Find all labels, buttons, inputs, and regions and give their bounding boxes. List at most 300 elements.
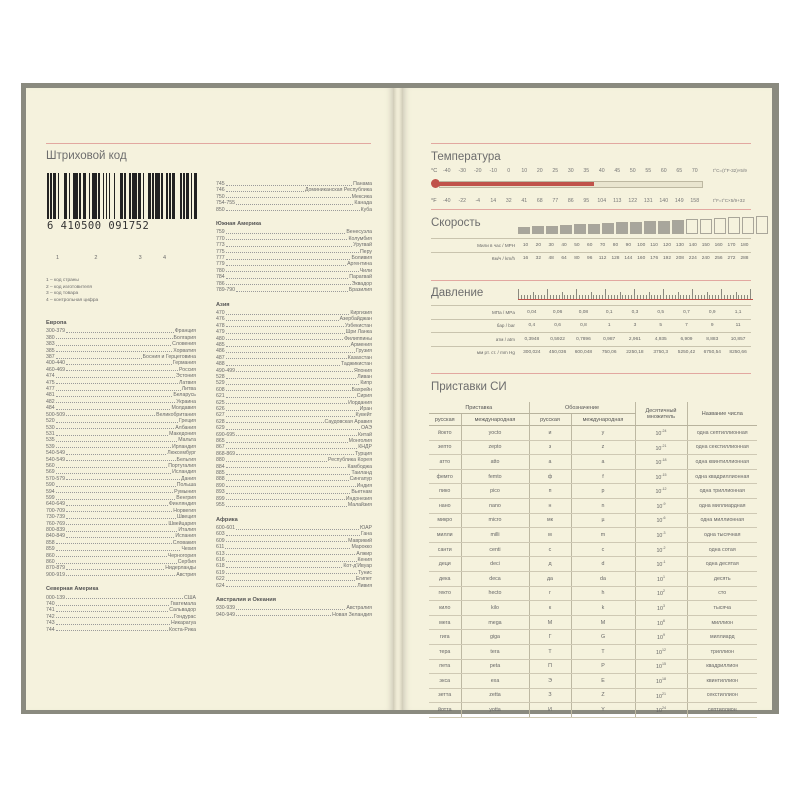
country-code: 487 xyxy=(216,354,225,361)
si-number-name: одна десятая xyxy=(687,557,757,572)
country-code: 621 xyxy=(216,393,225,400)
table-cell: 130 xyxy=(673,239,686,253)
table-cell: 150 xyxy=(699,239,712,253)
si-number-name: триллион xyxy=(687,644,757,659)
speed-bar xyxy=(714,218,726,234)
si-multiplier xyxy=(635,644,687,659)
country-code: 488 xyxy=(216,361,225,368)
country-name: Парагвай xyxy=(349,274,372,281)
table-cell: 6750,54 xyxy=(699,346,725,359)
dot-leader xyxy=(226,576,355,581)
si-prefix-intl: atto xyxy=(461,455,529,470)
fahrenheit-tick: 104 xyxy=(597,198,607,204)
si-multiplier-exponent: 12 xyxy=(661,647,666,652)
barcode-legend xyxy=(46,278,98,304)
dot-leader xyxy=(226,563,343,568)
si-number-name: одна миллиардная xyxy=(687,498,757,513)
table-row xyxy=(431,319,751,333)
si-multiplier-base: 10 xyxy=(655,459,662,466)
table-cell: 9 xyxy=(699,319,725,333)
si-prefix-intl: deci xyxy=(461,557,529,572)
si-multiplier-exponent: 3 xyxy=(662,604,665,609)
row-label: МПа / MPa xyxy=(431,306,519,320)
celsius-tick: -30 xyxy=(458,168,466,174)
formula-c: t°C=(t°F-32)×5/9 xyxy=(713,168,747,173)
gauge-tick xyxy=(547,289,548,299)
dot-leader xyxy=(226,425,360,430)
si-multiplier-exponent: 1 xyxy=(662,574,665,579)
gauge-tick xyxy=(605,289,606,299)
country-name: Новая Зеландия xyxy=(332,611,372,618)
si-symbol-ru: м xyxy=(529,528,571,543)
gauge-tick xyxy=(596,295,597,299)
dot-leader xyxy=(226,406,359,411)
dot-leader xyxy=(226,187,304,192)
region-header: Северная Америка xyxy=(46,586,99,593)
table-cell: 6,909 xyxy=(674,333,700,347)
country-name: Швейцария xyxy=(168,520,196,527)
gauge-tick xyxy=(704,295,705,299)
celsius-tick: -10 xyxy=(489,168,497,174)
gauge-tick xyxy=(538,295,539,299)
country-name: Шри Ланка xyxy=(345,329,372,336)
fahrenheit-tick: 68 xyxy=(536,198,543,204)
country-name: Китай xyxy=(357,431,372,438)
country-code: 387 xyxy=(46,354,55,361)
speed-bar xyxy=(546,226,558,234)
dot-leader xyxy=(56,373,175,378)
si-number-name: миллион xyxy=(687,615,757,630)
left-page xyxy=(26,88,393,710)
country-name: Тунис xyxy=(358,569,372,576)
si-number-name: одна триллионная xyxy=(687,484,757,499)
celsius-tick: 35 xyxy=(583,168,590,174)
table-cell: 11 xyxy=(725,319,751,333)
celsius-tick: 25 xyxy=(552,168,559,174)
si-symbol-intl: Y xyxy=(571,703,635,718)
gauge-tick xyxy=(541,295,542,299)
country-code: 570-579 xyxy=(46,475,66,482)
barcode-image xyxy=(47,173,197,219)
country-code: 599 xyxy=(46,494,55,501)
dot-leader xyxy=(226,570,358,575)
dot-leader xyxy=(226,194,351,199)
gauge-tick xyxy=(678,292,679,299)
dot-leader xyxy=(66,595,183,600)
country-code: 880 xyxy=(216,457,225,464)
si-symbol-intl: d xyxy=(571,557,635,572)
country-code: 611 xyxy=(216,544,225,551)
gauge-tick xyxy=(631,295,632,299)
dot-leader xyxy=(226,551,356,556)
dot-leader xyxy=(226,236,348,241)
si-row xyxy=(429,528,757,543)
dot-leader xyxy=(56,399,176,404)
gauge-tick xyxy=(698,295,699,299)
table-cell: 170 xyxy=(725,239,738,253)
si-subheader-ru: русская xyxy=(529,414,571,426)
speed-bar xyxy=(616,222,628,234)
si-symbol-intl: T xyxy=(571,644,635,659)
dot-leader xyxy=(66,360,172,365)
speed-bar xyxy=(686,219,698,234)
celsius-tick: 45 xyxy=(614,168,621,174)
country-name: Греция xyxy=(179,418,196,425)
table-cell: 0,9 xyxy=(699,306,725,320)
si-prefix-ru: йотта xyxy=(429,703,461,718)
gauge-tick xyxy=(666,295,667,299)
barcode-part-label: 2 xyxy=(94,255,98,261)
celsius-tick: 60 xyxy=(660,168,667,174)
si-multiplier-exponent: -21 xyxy=(661,443,667,448)
celsius-tick: 65 xyxy=(676,168,683,174)
country-code: 779 xyxy=(216,261,225,268)
table-cell: 288 xyxy=(738,252,751,265)
country-code: 608 xyxy=(216,386,225,393)
si-multiplier xyxy=(635,703,687,718)
si-row xyxy=(429,542,757,557)
gauge-tick xyxy=(701,295,702,299)
si-multiplier xyxy=(635,426,687,441)
section-rule xyxy=(431,209,751,210)
dot-leader xyxy=(56,601,170,606)
celsius-tick: 10 xyxy=(521,168,528,174)
si-multiplier-base: 10 xyxy=(657,620,663,627)
country-name: Маврикий xyxy=(348,537,372,544)
si-multiplier xyxy=(635,601,687,616)
country-name: Индия xyxy=(356,482,372,489)
dot-leader xyxy=(56,495,176,500)
table-cell: 180 xyxy=(738,239,751,253)
table-cell: 48 xyxy=(545,252,558,265)
right-page xyxy=(403,88,772,714)
country-code: 603 xyxy=(216,531,225,538)
barcode-part-label: 4 xyxy=(162,255,166,261)
country-code: 619 xyxy=(216,569,225,576)
table-row xyxy=(431,306,751,320)
country-code: 744 xyxy=(46,626,55,633)
si-multiplier-base: 10 xyxy=(657,591,663,598)
celsius-tick: 70 xyxy=(691,168,698,174)
country-name: Доминиканская Республика xyxy=(304,187,372,194)
dot-leader xyxy=(66,514,176,519)
gauge-tick xyxy=(683,295,684,299)
si-symbol-ru: И xyxy=(529,703,571,718)
dot-leader xyxy=(66,328,174,333)
si-multiplier-base: 10 xyxy=(656,562,663,569)
dot-leader xyxy=(66,367,178,372)
dot-leader xyxy=(226,261,346,266)
si-multiplier-exponent: 9 xyxy=(662,633,665,638)
si-symbol-intl: f xyxy=(571,469,635,484)
country-name: Молдавия xyxy=(171,405,196,412)
spine-gutter xyxy=(393,88,403,710)
si-multiplier-exponent: 21 xyxy=(661,691,666,696)
gauge-tick xyxy=(625,295,626,299)
si-prefix-intl: zetta xyxy=(461,688,529,703)
si-prefix-ru: мега xyxy=(429,615,461,630)
gauge-tick xyxy=(738,295,739,299)
si-multiplier xyxy=(635,528,687,543)
gauge-tick xyxy=(741,295,742,299)
speed-bar xyxy=(644,221,656,234)
country-name: Нидерланды xyxy=(165,565,196,572)
country-name: Камбоджа xyxy=(347,463,372,470)
si-symbol-ru: д xyxy=(529,557,571,572)
si-symbol-ru: ф xyxy=(529,469,571,484)
si-symbol-ru: с xyxy=(529,542,571,557)
dot-leader xyxy=(236,451,354,456)
country-code: 750 xyxy=(216,193,225,200)
si-symbol-intl: a xyxy=(571,455,635,470)
country-name: Польша xyxy=(176,482,196,489)
si-multiplier-base: 10 xyxy=(655,489,662,496)
country-name: Швеция xyxy=(176,514,196,521)
country-code: 850 xyxy=(216,206,225,213)
dot-leader xyxy=(66,533,174,538)
country-name: Сингапур xyxy=(349,476,372,483)
table-cell: 5 xyxy=(648,319,674,333)
si-multiplier xyxy=(635,513,687,528)
dot-leader xyxy=(226,274,349,279)
country-code: 540-549 xyxy=(46,450,66,457)
fahrenheit-tick: 86 xyxy=(567,198,574,204)
gauge-tick xyxy=(576,289,577,299)
country-name: Македония xyxy=(169,430,196,437)
dot-leader xyxy=(226,438,348,443)
gauge-tick xyxy=(747,295,748,299)
si-multiplier-exponent: -15 xyxy=(661,472,667,477)
country-code: 300-379 xyxy=(46,328,66,335)
si-multiplier xyxy=(635,630,687,645)
country-code: 754-755 xyxy=(216,200,236,207)
country-name: Сирия xyxy=(356,393,372,400)
si-symbol-ru: П xyxy=(529,659,571,674)
country-name: Бахрейн xyxy=(351,386,372,393)
si-header-designation: Обозначение xyxy=(529,402,635,414)
country-code: 930-939 xyxy=(216,605,236,612)
si-number-name: квинтиллион xyxy=(687,674,757,689)
dot-leader xyxy=(226,444,358,449)
country-name: Австрия xyxy=(176,571,196,578)
dot-leader xyxy=(56,553,167,558)
dot-leader xyxy=(56,546,181,551)
country-name: Никарагуа xyxy=(171,620,196,627)
country-code: 860 xyxy=(46,559,55,566)
si-prefix-intl: pico xyxy=(461,484,529,499)
dot-leader xyxy=(226,348,355,353)
country-name: Гондурас xyxy=(173,613,196,620)
country-code: 480 xyxy=(216,335,225,342)
country-code: 616 xyxy=(216,556,225,563)
table-cell: 0,1 xyxy=(596,306,622,320)
dot-leader xyxy=(226,557,357,562)
country-name: Мальта xyxy=(178,437,196,444)
country-name: Казахстан xyxy=(347,354,372,361)
country-name: Финляндия xyxy=(168,501,196,508)
si-number-name: одна квадриллионная xyxy=(687,469,757,484)
dot-leader xyxy=(226,342,350,347)
gauge-tick xyxy=(733,295,734,299)
country-code: 481 xyxy=(46,392,55,399)
gauge-tick xyxy=(643,295,644,299)
section-rule xyxy=(431,280,751,281)
si-multiplier-base: 10 xyxy=(656,532,663,539)
si-prefix-ru: дека xyxy=(429,571,461,586)
dot-leader xyxy=(226,242,352,247)
gauge-tick xyxy=(579,295,580,299)
dot-leader xyxy=(56,489,173,494)
gauge-tick xyxy=(527,295,528,299)
si-symbol-ru: Г xyxy=(529,630,571,645)
gauge-tick xyxy=(750,289,751,299)
table-cell: 1,1 xyxy=(725,306,751,320)
country-name: Таиланд xyxy=(351,470,372,477)
country-name: Япония xyxy=(353,367,372,374)
country-code: 479 xyxy=(216,329,225,336)
fahrenheit-tick: -4 xyxy=(475,198,481,204)
dot-leader xyxy=(226,470,351,475)
table-cell: 3750,3 xyxy=(648,346,674,359)
si-prefix-ru: милли xyxy=(429,528,461,543)
si-row xyxy=(429,674,757,689)
dot-leader xyxy=(66,501,168,506)
country-name: Таджикистан xyxy=(340,361,372,368)
country-code: 478 xyxy=(216,322,225,329)
si-multiplier-base: 10 xyxy=(656,678,662,685)
country-name: Кувейт xyxy=(355,412,372,419)
table-cell: 7 xyxy=(674,319,700,333)
barcode-part-numbers xyxy=(56,256,166,262)
si-row xyxy=(429,615,757,630)
dot-leader xyxy=(226,583,357,588)
si-row xyxy=(429,601,757,616)
thermometer-mercury xyxy=(439,182,594,186)
si-multiplier-exponent: -12 xyxy=(661,487,667,492)
speed-bar xyxy=(700,219,712,234)
si-prefix-intl: nano xyxy=(461,498,529,513)
page-top-rule xyxy=(46,143,371,144)
dot-leader xyxy=(56,386,181,391)
gauge-tick xyxy=(599,295,600,299)
country-name: Германия xyxy=(172,360,196,367)
pressure-gauge xyxy=(518,287,753,300)
dot-leader xyxy=(56,559,177,564)
gauge-tick xyxy=(553,295,554,299)
country-name: Боливия xyxy=(351,255,372,262)
si-row xyxy=(429,688,757,703)
dot-leader xyxy=(225,544,350,549)
table-cell: 128 xyxy=(609,252,622,265)
dot-leader xyxy=(236,525,359,530)
si-row xyxy=(429,426,757,441)
si-prefix-ru: санти xyxy=(429,542,461,557)
country-name: Кот-д'Ивуар xyxy=(343,563,372,570)
country-name: Куба xyxy=(360,206,372,213)
dot-leader xyxy=(226,502,347,507)
si-number-name: одна квинтиллионная xyxy=(687,455,757,470)
si-symbol-ru: да xyxy=(529,571,571,586)
dot-leader xyxy=(56,620,170,625)
country-code: 742 xyxy=(46,613,55,620)
si-symbol-ru: М xyxy=(529,615,571,630)
country-name: Словения xyxy=(172,341,196,348)
si-symbol-intl: Z xyxy=(571,688,635,703)
country-code: 890 xyxy=(216,482,225,489)
country-name: Филиппины xyxy=(344,335,372,342)
fahrenheit-tick: -22 xyxy=(458,198,466,204)
dot-leader xyxy=(226,476,349,481)
si-symbol-intl: µ xyxy=(571,513,635,528)
country-name: Бельгия xyxy=(176,456,196,463)
country-name: Португалия xyxy=(168,462,196,469)
temperature-title: Температура xyxy=(431,151,501,163)
dot-leader xyxy=(236,432,357,437)
si-prefix-ru: йокто xyxy=(429,426,461,441)
gauge-tick xyxy=(530,295,531,299)
gauge-tick xyxy=(593,295,594,299)
dot-leader xyxy=(236,612,331,617)
dot-leader xyxy=(56,425,175,430)
dot-leader xyxy=(226,249,359,254)
si-prefix-ru: микро xyxy=(429,513,461,528)
country-code: 475 xyxy=(46,379,55,386)
country-code: 627 xyxy=(216,412,225,419)
si-multiplier-exponent: -9 xyxy=(662,501,666,506)
gauge-tick xyxy=(521,295,522,299)
country-name: Республика Корея xyxy=(327,457,372,464)
si-symbol-intl: y xyxy=(571,426,635,441)
country-code: 784 xyxy=(216,274,225,281)
table-cell: 8250,66 xyxy=(725,346,751,359)
si-multiplier xyxy=(635,659,687,674)
table-cell: 10,857 xyxy=(725,333,751,347)
country-code: 888 xyxy=(216,476,225,483)
si-prefix-ru: экса xyxy=(429,674,461,689)
country-name: Россия xyxy=(178,366,196,373)
gauge-tick xyxy=(686,295,687,299)
country-code: 868-869 xyxy=(216,450,236,457)
speed-bar xyxy=(574,224,586,234)
gauge-tick xyxy=(622,295,623,299)
si-multiplier-exponent: -2 xyxy=(662,545,666,550)
gauge-tick xyxy=(660,295,661,299)
country-code: 539 xyxy=(46,443,55,450)
si-multiplier-base: 10 xyxy=(656,693,662,700)
table-row xyxy=(431,346,751,359)
gauge-tick xyxy=(524,295,525,299)
country-code: 624 xyxy=(216,582,225,589)
si-symbol-intl: P xyxy=(571,659,635,674)
country-name: Украина xyxy=(176,398,196,405)
celsius-tick: -40 xyxy=(443,168,451,174)
speed-bar xyxy=(532,226,544,234)
fahrenheit-tick: -40 xyxy=(443,198,451,204)
speed-bars xyxy=(518,218,768,234)
dot-leader xyxy=(56,380,178,385)
si-multiplier-exponent: 24 xyxy=(661,706,666,711)
country-name: Египет xyxy=(355,576,372,583)
si-multiplier-base: 10 xyxy=(656,518,663,525)
si-symbol-intl: z xyxy=(571,440,635,455)
country-name: Франция xyxy=(174,328,196,335)
row-label: бар / bar xyxy=(431,319,519,333)
gauge-tick xyxy=(518,289,519,299)
country-code: 730-739 xyxy=(46,514,66,521)
country-name: Индонезия xyxy=(345,495,372,502)
si-row xyxy=(429,469,757,484)
country-code-row xyxy=(216,612,372,618)
